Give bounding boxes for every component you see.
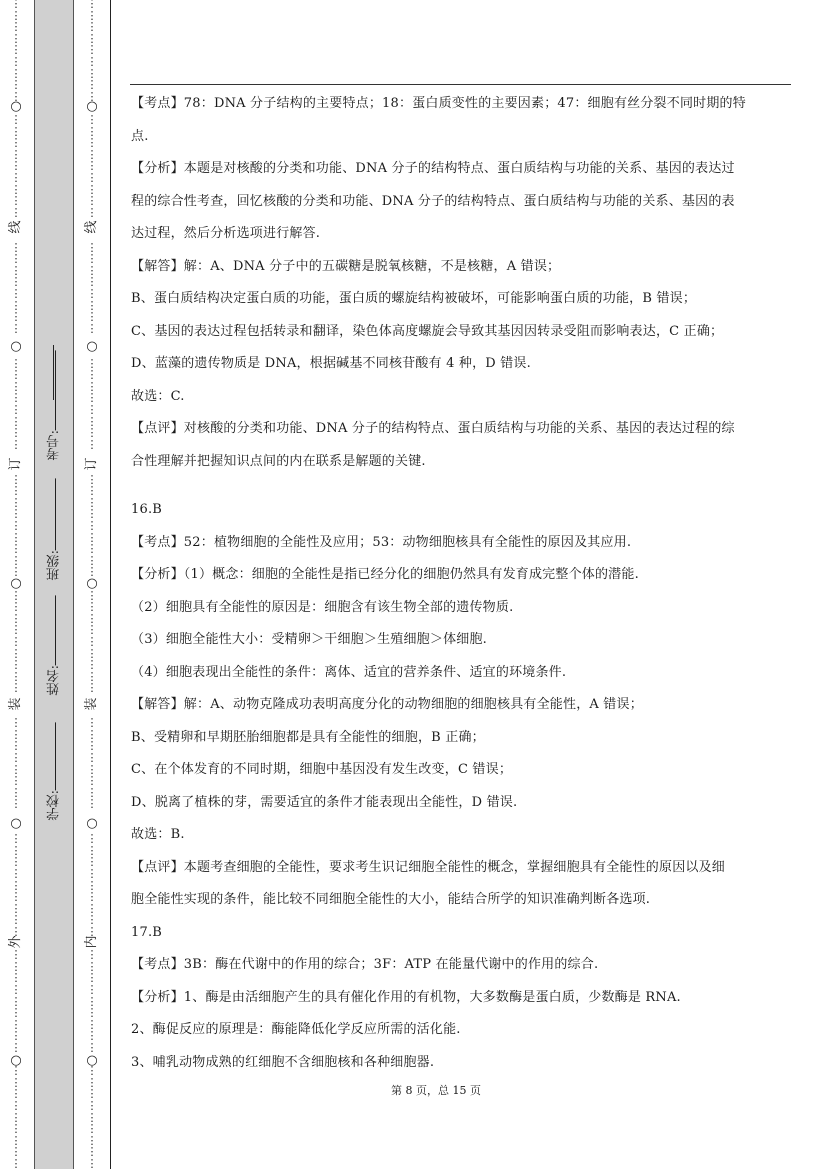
- student-field: [45, 478, 64, 580]
- cut-dots: ⋮: [86, 240, 98, 254]
- cut-dots: ⋮: [10, 1122, 22, 1136]
- cut-dots: ⋮: [10, 287, 22, 300]
- header-rule: [130, 84, 791, 85]
- cut-dots: ⋮: [86, 1075, 98, 1089]
- cut-dots: ⋮: [10, 774, 22, 788]
- cut-dots: ⋮: [86, 867, 98, 880]
- text-line: （4）细胞表现出全能性的条件：离体、适宜的营养条件、适宜的环境条件.: [131, 664, 567, 680]
- cut-dots: ⋮: [86, 484, 98, 498]
- cut-dots: ⋮: [86, 669, 98, 683]
- cut-dots: ⋮: [10, 368, 22, 382]
- cut-dots: ⋮: [10, 1145, 22, 1159]
- cut-dots: ⋮: [10, 600, 22, 614]
- cut-dots: ⋮: [86, 739, 98, 753]
- student-field: [45, 595, 64, 695]
- cut-dots: ⋮: [86, 252, 98, 266]
- cut-dots: ⋮: [86, 1110, 98, 1124]
- cut-dots: ⋮: [10, 588, 22, 602]
- cut-dots: ⋮: [10, 55, 22, 68]
- cut-dots: ⋮: [10, 43, 22, 57]
- cut-dots: ⋮: [86, 565, 98, 579]
- cut-dots: ⋮: [86, 774, 98, 788]
- cut-dots: ⋮: [10, 925, 22, 938]
- page-footer: 第 8 页，总 15 页: [391, 1084, 481, 1097]
- cut-dots: ⋮: [86, 855, 98, 869]
- fill-in-blank[interactable]: [54, 722, 56, 790]
- cut-dots: ⋮: [86, 43, 98, 57]
- cut-dots: ⋮: [10, 658, 22, 672]
- cut-circle: ○: [10, 1053, 22, 1068]
- cut-dots: ⋮: [86, 379, 98, 393]
- cut-dots: ⋮: [86, 553, 98, 567]
- cut-circle: ○: [10, 99, 22, 114]
- cut-dots: ⋮: [86, 0, 98, 10]
- text-line: （2）细胞具有全能性的原因是：细胞含有该生物全部的遗传物质.: [131, 599, 514, 615]
- cut-dots: ⋮: [86, 20, 98, 34]
- fill-in-blank[interactable]: [53, 345, 54, 400]
- cut-dots: ⋮: [86, 878, 98, 892]
- cut-dots: ⋮: [10, 553, 22, 567]
- cut-dots: ⋮: [86, 901, 98, 915]
- cut-dots: ⋮: [86, 983, 98, 996]
- cut-dots: ⋮: [86, 1099, 98, 1112]
- cut-dots: ⋮: [86, 994, 98, 1008]
- student-field: [45, 350, 64, 460]
- cut-dots: ⋮: [10, 727, 22, 741]
- cut-dots: ⋮: [10, 403, 22, 416]
- cut-circle: ○: [10, 816, 22, 831]
- cut-dots: ⋮: [86, 147, 98, 161]
- cut-dots: ⋮: [10, 379, 22, 393]
- cut-dots: ⋮: [86, 159, 98, 173]
- cut-dots: ⋮: [10, 426, 22, 440]
- cut-dots: ⋮: [10, 8, 22, 22]
- cut-mark-char: 订: [84, 457, 99, 471]
- cut-mark-char: 内: [84, 935, 99, 949]
- cut-dots: ⋮: [86, 321, 98, 335]
- cut-dots: ⋮: [10, 994, 22, 1008]
- cut-dots: ⋮: [86, 519, 98, 532]
- cut-dots: ⋮: [86, 472, 98, 486]
- cut-dots: ⋮: [86, 1087, 98, 1101]
- cut-dots: ⋮: [10, 1099, 22, 1112]
- text-line: 【分析】本题是对核酸的分类和功能、DNA 分子的结构特点、蛋白质结构与功能的关系、基因的表达过: [131, 161, 735, 176]
- outer-cut-line: [0, 0, 32, 1169]
- cut-dots: ⋮: [86, 658, 98, 672]
- paragraph-gap: [131, 478, 791, 494]
- text-line: B、蛋白质结构决定蛋白质的功能，蛋白质的螺旋结构被破坏，可能影响蛋白质的功能，B 错误；: [131, 291, 697, 306]
- cut-dots: ⋮: [86, 588, 98, 602]
- cut-dots: ⋮: [10, 484, 22, 498]
- cut-dots: ⋮: [10, 263, 22, 277]
- cut-dots: ⋮: [86, 623, 98, 637]
- text-line: 点.: [131, 128, 149, 144]
- cut-dots: ⋮: [86, 1017, 98, 1031]
- cut-dots: ⋮: [10, 252, 22, 266]
- cut-dots: ⋮: [86, 1029, 98, 1043]
- cut-dots: ⋮: [86, 1157, 98, 1170]
- cut-dots: ⋮: [10, 739, 22, 753]
- cut-dots: ⋮: [86, 890, 98, 904]
- cut-dots: ⋮: [86, 507, 98, 521]
- text-line: 【考点】52：植物细胞的全能性及应用；53：动物细胞核具有全能性的原因及其应用.: [131, 534, 632, 550]
- cut-dots: ⋮: [86, 797, 98, 811]
- text-line: B、受精卵和早期胚胎细胞都是具有全能性的细胞，B 正确；: [131, 729, 485, 745]
- binding-margin: [0, 0, 110, 1169]
- cut-dots: ⋮: [10, 762, 22, 776]
- text-line: 故选：C.: [131, 388, 185, 404]
- cut-dots: ⋮: [10, 310, 22, 324]
- cut-dots: ⋮: [86, 832, 98, 846]
- cut-dots: ⋮: [10, 971, 22, 985]
- cut-circle: ○: [86, 576, 98, 591]
- cut-dots: ⋮: [86, 646, 98, 660]
- cut-dots: ⋮: [10, 124, 22, 138]
- cut-dots: ⋮: [86, 913, 98, 927]
- cut-dots: ⋮: [86, 925, 98, 938]
- cut-dots: ⋮: [10, 646, 22, 660]
- cut-dots: ⋮: [10, 983, 22, 996]
- cut-dots: ⋮: [86, 414, 98, 428]
- cut-dots: ⋮: [10, 1029, 22, 1043]
- cut-dots: ⋮: [86, 113, 98, 126]
- text-line: 2、酶促反应的原理是：酶能降低化学反应所需的活化能.: [131, 1022, 461, 1037]
- cut-dots: ⋮: [10, 948, 22, 962]
- cut-dots: ⋮: [86, 426, 98, 440]
- student-field-label: 班级:: [47, 550, 62, 581]
- cut-circle: ○: [86, 1053, 98, 1068]
- cut-dots: ⋮: [10, 1157, 22, 1170]
- text-line: 合性理解并把握知识点间的内在联系是解题的关键.: [131, 453, 426, 469]
- cut-dots: ⋮: [86, 727, 98, 741]
- cut-dots: ⋮: [10, 1133, 22, 1147]
- cut-dots: ⋮: [10, 716, 22, 730]
- cut-dots: ⋮: [86, 391, 98, 405]
- cut-dots: ⋮: [86, 66, 98, 80]
- text-line: 【分析】1、酶是由活细胞产生的具有催化作用的有机物，大多数酶是蛋白质，少数酶是 RNA.: [131, 989, 681, 1005]
- cut-dots: ⋮: [86, 136, 98, 150]
- cut-dots: ⋮: [10, 542, 22, 556]
- cut-dots: ⋮: [10, 878, 22, 892]
- cut-dots: ⋮: [10, 1110, 22, 1124]
- cut-dots: ⋮: [10, 785, 22, 799]
- inner-cut-line: [74, 0, 110, 1169]
- cut-dots: ⋮: [10, 867, 22, 880]
- cut-dots: ⋮: [10, 31, 22, 45]
- cut-dots: ⋮: [10, 356, 22, 370]
- cut-dots: ⋮: [86, 263, 98, 277]
- cut-dots: ⋮: [86, 89, 98, 103]
- text-line: 【点评】对核酸的分类和功能、DNA 分子的结构特点、蛋白质结构与功能的关系、基因的表达过程的综: [131, 421, 735, 436]
- cut-dots: ⋮: [86, 124, 98, 138]
- cut-dots: ⋮: [10, 171, 22, 184]
- cut-dots: ⋮: [10, 611, 22, 625]
- cut-dots: ⋮: [10, 147, 22, 161]
- cut-dots: ⋮: [86, 356, 98, 370]
- cut-dots: ⋮: [86, 635, 98, 648]
- cut-circle: ○: [10, 339, 22, 354]
- cut-dots: ⋮: [10, 959, 22, 973]
- cut-circle: ○: [86, 99, 98, 114]
- cut-dots: ⋮: [86, 948, 98, 962]
- cut-dots: ⋮: [86, 437, 98, 451]
- student-info-band: [34, 0, 74, 1169]
- cut-dots: ⋮: [10, 113, 22, 126]
- cut-dots: ⋮: [10, 751, 22, 764]
- cut-dots: ⋮: [10, 414, 22, 428]
- cut-dots: ⋮: [10, 0, 22, 10]
- cut-dots: ⋮: [10, 495, 22, 509]
- cut-dots: ⋮: [10, 519, 22, 532]
- text-line: 故选：B.: [131, 827, 185, 842]
- cut-dots: ⋮: [10, 66, 22, 80]
- cut-dots: ⋮: [10, 901, 22, 915]
- cut-dots: ⋮: [10, 913, 22, 927]
- cut-mark-char: 线: [8, 220, 23, 234]
- cut-dots: ⋮: [10, 78, 22, 92]
- cut-dots: ⋮: [10, 298, 22, 312]
- fill-in-blank[interactable]: [54, 350, 56, 430]
- cut-dots: ⋮: [10, 1075, 22, 1089]
- answer-content: [131, 88, 791, 1079]
- cut-dots: ⋮: [86, 194, 98, 208]
- text-line: D、蓝藻的遗传物质是 DNA，根据碱基不同核苷酸有 4 种，D 错误.: [131, 356, 531, 371]
- cut-dots: ⋮: [10, 136, 22, 150]
- cut-mark-char: 装: [8, 697, 23, 711]
- text-line: 【考点】78：DNA 分子结构的主要特点；18：蛋白质变性的主要因素；47：细胞有丝分裂不同时期的特: [131, 96, 746, 111]
- cut-dots: ⋮: [10, 635, 22, 648]
- cut-dots: ⋮: [10, 855, 22, 869]
- cut-dots: ⋮: [86, 843, 98, 857]
- fill-in-blank[interactable]: [54, 478, 56, 550]
- cut-dots: ⋮: [86, 1133, 98, 1147]
- text-line: 3、哺乳动物成熟的红细胞不含细胞核和各种细胞器.: [131, 1054, 435, 1070]
- cut-dots: ⋮: [86, 542, 98, 556]
- cut-mark-char: 装: [84, 697, 99, 711]
- text-line: D、脱离了植株的芽，需要适宜的条件才能表现出全能性，D 错误.: [131, 794, 518, 810]
- text-line: 17.B: [131, 924, 163, 940]
- fill-in-blank[interactable]: [54, 595, 56, 665]
- cut-dots: ⋮: [10, 321, 22, 335]
- cut-dots: ⋮: [10, 1017, 22, 1031]
- cut-dots: ⋮: [86, 1145, 98, 1159]
- cut-dots: ⋮: [10, 530, 22, 544]
- cut-mark-char: 外: [8, 935, 23, 949]
- cut-dots: ⋮: [86, 959, 98, 973]
- cut-dots: ⋮: [86, 716, 98, 730]
- cut-dots: ⋮: [86, 785, 98, 799]
- cut-dots: ⋮: [10, 1006, 22, 1020]
- cut-dots: ⋮: [10, 194, 22, 208]
- cut-dots: ⋮: [86, 78, 98, 92]
- cut-dots: ⋮: [86, 530, 98, 544]
- cut-circle: ○: [86, 816, 98, 831]
- cut-dots: ⋮: [86, 8, 98, 22]
- cut-dots: ⋮: [86, 1064, 98, 1078]
- cut-dots: ⋮: [86, 275, 98, 289]
- cut-dots: ⋮: [10, 843, 22, 857]
- text-line: 【解答】解：A、DNA 分子中的五碳糖是脱氧核糖，不是核糖，A 错误；: [131, 258, 561, 274]
- cut-dots: ⋮: [86, 205, 98, 219]
- cut-dots: ⋮: [10, 669, 22, 683]
- cut-dots: ⋮: [86, 171, 98, 184]
- cut-dots: ⋮: [86, 1041, 98, 1054]
- cut-dots: ⋮: [10, 391, 22, 405]
- text-line: C、在个体发育的不同时期，细胞中基因没有发生改变，C 错误；: [131, 762, 513, 777]
- cut-circle: ○: [10, 576, 22, 591]
- cut-dots: ⋮: [10, 182, 22, 196]
- cut-dots: ⋮: [10, 681, 22, 695]
- cut-dots: ⋮: [86, 310, 98, 324]
- cut-dots: ⋮: [10, 832, 22, 846]
- cut-dots: ⋮: [86, 298, 98, 312]
- cut-dots: ⋮: [10, 1041, 22, 1054]
- cut-dots: ⋮: [10, 507, 22, 521]
- cut-dots: ⋮: [86, 751, 98, 764]
- cut-dots: ⋮: [10, 159, 22, 173]
- student-field-label: 考号:: [47, 430, 62, 461]
- margin-divider: [110, 0, 111, 1169]
- student-field-label: 学校:: [47, 790, 62, 821]
- cut-dots: ⋮: [10, 20, 22, 34]
- cut-dots: ⋮: [10, 472, 22, 486]
- cut-dots: ⋮: [10, 205, 22, 219]
- cut-dots: ⋮: [10, 1064, 22, 1078]
- cut-mark-char: 订: [8, 457, 23, 471]
- cut-dots: ⋮: [86, 1006, 98, 1020]
- cut-dots: ⋮: [86, 403, 98, 416]
- cut-dots: ⋮: [86, 971, 98, 985]
- cut-dots: ⋮: [10, 275, 22, 289]
- cut-dots: ⋮: [86, 600, 98, 614]
- cut-dots: ⋮: [10, 89, 22, 103]
- cut-dots: ⋮: [86, 681, 98, 695]
- cut-circle: ○: [86, 339, 98, 354]
- cut-dots: ⋮: [10, 565, 22, 579]
- text-line: 【点评】本题考查细胞的全能性，要求考生识记细胞全能性的概念，掌握细胞具有全能性的原因以及细: [131, 859, 726, 875]
- cut-dots: ⋮: [86, 495, 98, 509]
- text-line: 【分析】（1）概念：细胞的全能性是指已经分化的细胞仍然具有发育成完整个体的潜能.: [131, 567, 639, 582]
- cut-dots: ⋮: [10, 240, 22, 254]
- text-line: 【解答】解：A、动物克隆成功表明高度分化的动物细胞的细胞核具有全能性，A 错误；: [131, 697, 643, 712]
- student-field: [45, 722, 64, 820]
- cut-dots: ⋮: [86, 182, 98, 196]
- cut-mark-char: 线: [84, 220, 99, 234]
- cut-dots: ⋮: [86, 611, 98, 625]
- cut-dots: ⋮: [10, 890, 22, 904]
- text-line: （3）细胞全能性大小：受精卵＞干细胞＞生殖细胞＞体细胞.: [131, 632, 488, 647]
- cut-dots: ⋮: [86, 1122, 98, 1136]
- cut-dots: ⋮: [86, 55, 98, 68]
- cut-dots: ⋮: [10, 797, 22, 811]
- cut-dots: ⋮: [86, 31, 98, 45]
- text-line: 【考点】3B：酶在代谢中的作用的综合；3F：ATP 在能量代谢中的作用的综合.: [131, 957, 599, 972]
- student-field-label: 姓名:: [47, 665, 62, 696]
- text-line: 胞全能性实现的条件，能比较不同细胞全能性的大小，能结合所学的知识准确判断各选项.: [131, 892, 651, 907]
- cut-dots: ⋮: [10, 437, 22, 451]
- text-line: 达过程，然后分析选项进行解答.: [131, 226, 321, 241]
- cut-dots: ⋮: [86, 762, 98, 776]
- cut-dots: ⋮: [10, 1087, 22, 1101]
- text-line: C、基因的表达过程包括转录和翻译，染色体高度螺旋会导致其基因因转录受阻而影响表达，C 正确；: [131, 323, 724, 339]
- cut-dots: ⋮: [86, 287, 98, 300]
- cut-dots: ⋮: [10, 623, 22, 637]
- text-line: 程的综合性考查，回忆核酸的分类和功能、DNA 分子的结构特点、蛋白质结构与功能的关系、基因的表: [131, 193, 735, 209]
- text-line: 16.B: [131, 502, 163, 517]
- cut-dots: ⋮: [86, 368, 98, 382]
